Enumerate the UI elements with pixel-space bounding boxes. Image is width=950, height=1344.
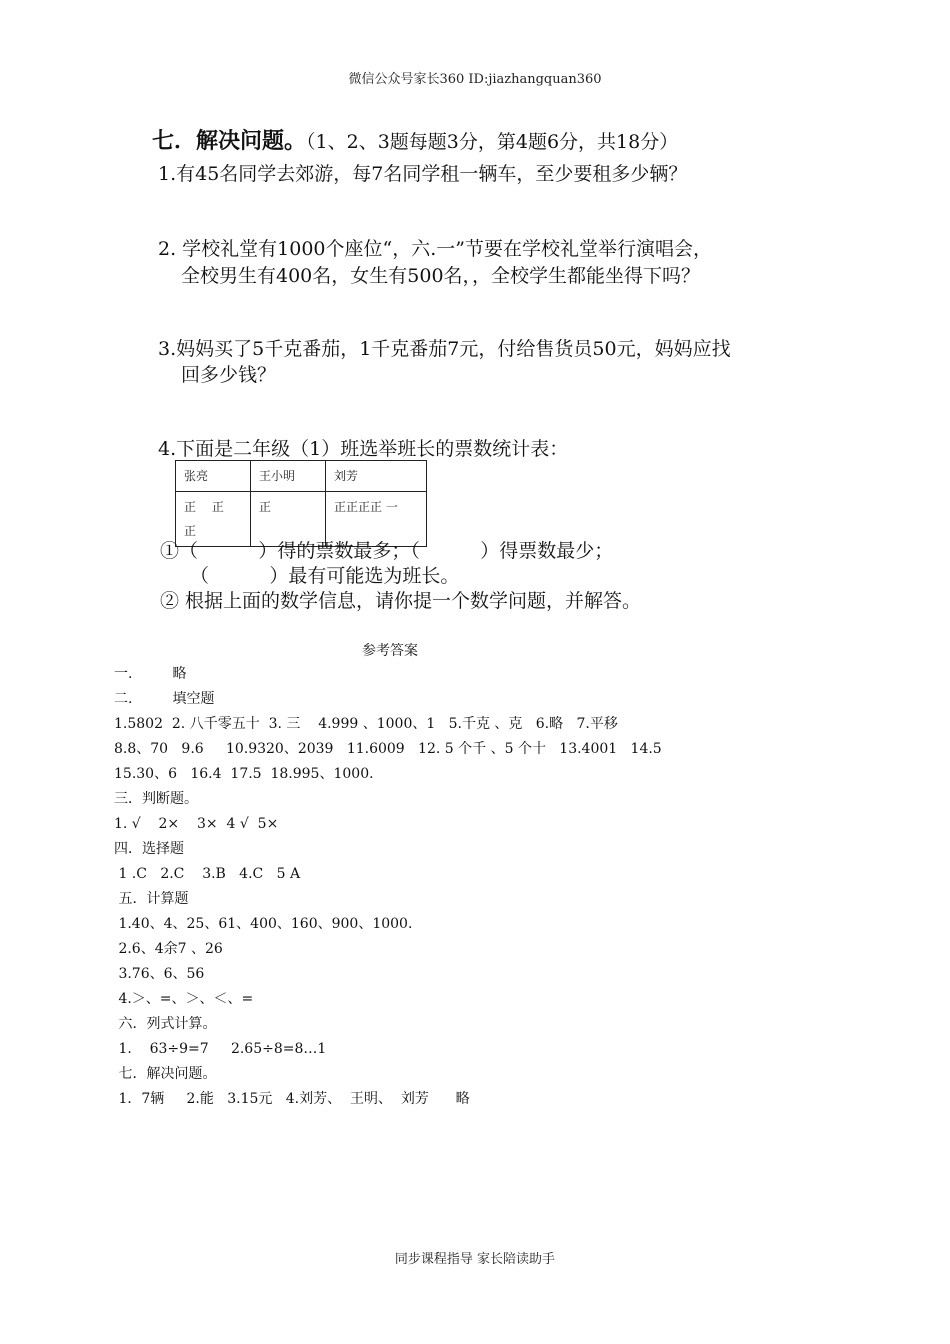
tally-marks: 正 (184, 524, 197, 538)
answer-line: 四．选择题 (114, 841, 184, 857)
tally-marks: 正 正 (184, 500, 224, 514)
question-2-line-2: 全校男生有400名，女生有500名，，全校学生都能坐得下吗？ (181, 265, 701, 287)
section-title: 七．解决问题。 (152, 128, 307, 154)
answer-line: 五．计算题 (114, 891, 189, 907)
answer-line: 8.8、70 9.6 10.9320、2039 11.6009 12. 5 个千 、5 个十 13.4001 14.5 (114, 741, 662, 757)
question-4-sub-1-line-1: ①（ ）得的票数最多；（ ）得票数最少； (160, 540, 614, 562)
table-row (176, 461, 427, 492)
answer-line: 1 .C 2.C 3.B 4.C 5 A (114, 866, 301, 882)
answer-line: 2.6、4余7 、26 (114, 941, 223, 957)
answer-line: 4.＞、=、＞、＜、= (114, 991, 254, 1007)
answer-line: 二. 填空题 (114, 691, 215, 707)
question-3-line-2: 回多少钱？ (181, 364, 277, 386)
answer-list (114, 664, 662, 1114)
answer-line: 七．解决问题。 (114, 1066, 217, 1082)
vote-table (175, 460, 427, 547)
table-cell: 正正正正 一 (326, 492, 427, 547)
section-heading (152, 124, 678, 155)
question-4-sub-1-line-2: （ ）最有可能选为班长。 (190, 565, 460, 587)
answer-line: 15.30、6 16.4 17.5 18.995、1000. (114, 766, 374, 782)
answer-line: 1.40、4、25、61、400、160、900、1000. (114, 916, 413, 932)
answer-line: 1．7辆 2.能 3.15元 4.刘芳、 王明、 刘芳 略 (114, 1091, 470, 1107)
table-header-cell: 王小明 (251, 461, 326, 492)
answer-line: 3.76、6、56 (114, 966, 205, 982)
question-4-sub-2: ② 根据上面的数学信息，请你提一个数学问题，并解答。 (160, 590, 642, 612)
question-2-line-1: 2. 学校礼堂有1000个座位“，六.一”节要在学校礼堂举行演唱会， (158, 238, 712, 260)
question-3-line-1: 3.妈妈买了5千克番茄，1千克番茄7元，付给售货员50元，妈妈应找 (158, 338, 731, 360)
page-footer: 同步课程指导 家长陪读助手 (394, 1252, 556, 1267)
answer-line: 1. √ 2× 3× 4 √ 5× (114, 816, 279, 832)
table-header-cell: 刘芳 (326, 461, 427, 492)
answer-line: 一. 略 (114, 666, 187, 682)
page-header: 微信公众号家长360 ID:jiazhangquan360 (348, 72, 602, 87)
answer-line: 三．判断题。 (114, 791, 198, 807)
answers-title: 参考答案 (362, 643, 418, 659)
question-4: 4.下面是二年级（1）班选举班长的票数统计表： (158, 438, 569, 460)
answer-line: 1.5802 2. 八千零五十 3. 三 4.999 、1000、1 5.千克 、克 6.略 7.平移 (114, 716, 618, 732)
question-1: 1.有45名同学去郊游，每7名同学租一辆车，至少要租多少辆？ (158, 163, 688, 185)
answer-line: 六．列式计算。 (114, 1016, 217, 1032)
table-cell: 正 (251, 492, 326, 547)
table-header-cell: 张亮 (176, 461, 251, 492)
section-score-note: （1、2、3题每题3分，第4题6分，共18分） (306, 131, 679, 153)
answer-line: 1. 63÷9=7 2.65÷8=8…1 (114, 1041, 327, 1057)
